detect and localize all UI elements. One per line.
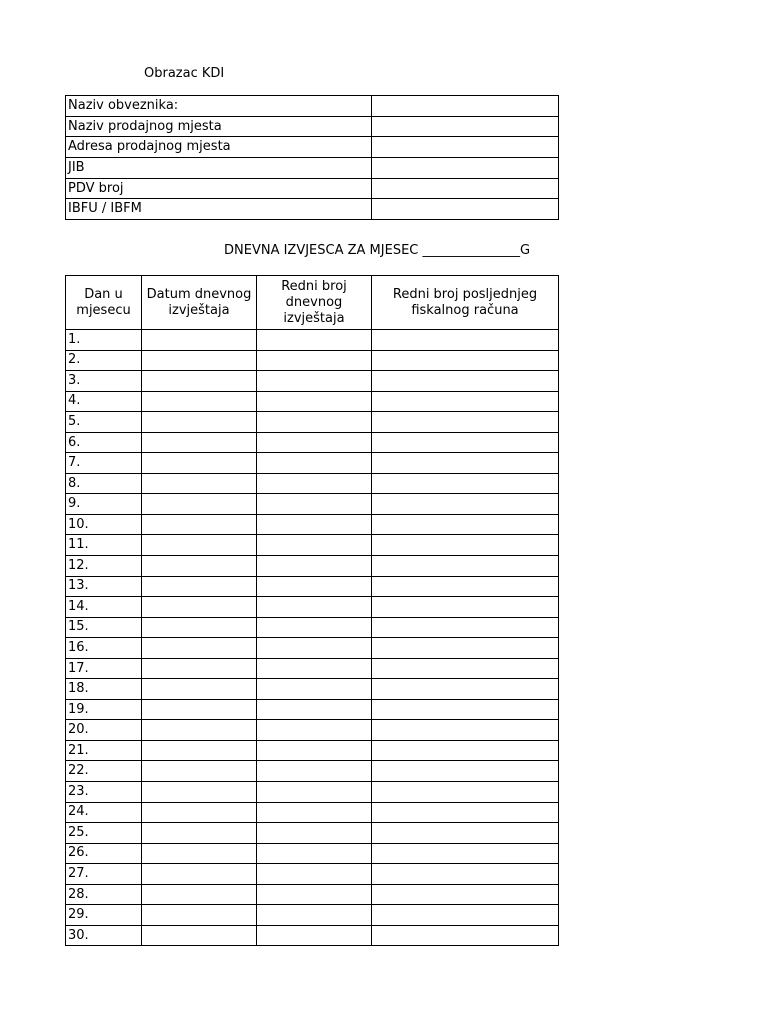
day-number: 24. [66, 802, 142, 823]
report-date-cell[interactable] [142, 371, 257, 392]
report-number-cell[interactable] [257, 597, 372, 618]
table-row [66, 658, 559, 679]
report-number-cell[interactable] [257, 740, 372, 761]
day-number: 10. [66, 514, 142, 535]
day-number: 28. [66, 884, 142, 905]
report-number-cell[interactable] [257, 432, 372, 453]
info-label: Naziv prodajnog mjesta [66, 116, 372, 137]
last-receipt-number-cell[interactable] [372, 761, 559, 782]
day-number: 16. [66, 638, 142, 659]
report-date-cell[interactable] [142, 658, 257, 679]
day-number: 12. [66, 556, 142, 577]
header-report-date: Datum dnevnog izvještaja [142, 276, 257, 330]
report-number-cell[interactable] [257, 473, 372, 494]
last-receipt-number-cell[interactable] [372, 679, 559, 700]
report-number-cell[interactable] [257, 699, 372, 720]
info-value-field[interactable] [372, 137, 559, 158]
last-receipt-number-cell[interactable] [372, 720, 559, 741]
report-date-cell[interactable] [142, 494, 257, 515]
last-receipt-number-cell[interactable] [372, 576, 559, 597]
day-number: 22. [66, 761, 142, 782]
report-date-cell[interactable] [142, 843, 257, 864]
day-number: 7. [66, 453, 142, 474]
report-date-cell[interactable] [142, 782, 257, 803]
report-number-cell[interactable] [257, 638, 372, 659]
last-receipt-number-cell[interactable] [372, 371, 559, 392]
report-number-cell[interactable] [257, 371, 372, 392]
last-receipt-number-cell[interactable] [372, 473, 559, 494]
table-row [66, 556, 559, 577]
day-number: 23. [66, 782, 142, 803]
report-number-cell[interactable] [257, 350, 372, 371]
day-number: 8. [66, 473, 142, 494]
info-row [66, 158, 559, 179]
last-receipt-number-cell[interactable] [372, 391, 559, 412]
header-last-receipt-number: Redni broj posljednjeg fiskalnog računa [372, 276, 559, 330]
last-receipt-number-cell[interactable] [372, 782, 559, 803]
table-row [66, 802, 559, 823]
last-receipt-number-cell[interactable] [372, 802, 559, 823]
table-row [66, 884, 559, 905]
table-row [66, 761, 559, 782]
report-number-cell[interactable] [257, 782, 372, 803]
report-date-cell[interactable] [142, 597, 257, 618]
table-row [66, 494, 559, 515]
info-label: IBFU / IBFM [66, 199, 372, 220]
report-date-cell[interactable] [142, 905, 257, 926]
table-header-row [66, 276, 559, 330]
report-number-cell[interactable] [257, 453, 372, 474]
last-receipt-number-cell[interactable] [372, 699, 559, 720]
taxpayer-info-table [65, 95, 559, 220]
day-number: 5. [66, 412, 142, 433]
report-number-cell[interactable] [257, 576, 372, 597]
table-row [66, 638, 559, 659]
last-receipt-number-cell[interactable] [372, 638, 559, 659]
last-receipt-number-cell[interactable] [372, 843, 559, 864]
table-row [66, 514, 559, 535]
table-row [66, 864, 559, 885]
day-number: 21. [66, 740, 142, 761]
report-date-cell[interactable] [142, 556, 257, 577]
table-row [66, 782, 559, 803]
day-number: 4. [66, 391, 142, 412]
report-date-cell[interactable] [142, 720, 257, 741]
report-number-cell[interactable] [257, 925, 372, 946]
info-row [66, 96, 559, 117]
report-number-cell[interactable] [257, 823, 372, 844]
day-number: 17. [66, 658, 142, 679]
report-date-cell[interactable] [142, 391, 257, 412]
table-row [66, 330, 559, 351]
last-receipt-number-cell[interactable] [372, 494, 559, 515]
report-heading: DNEVNA IZVJEŠĆA ZA MJESEC _______________G [224, 243, 531, 258]
day-number: 3. [66, 371, 142, 392]
info-value-field[interactable] [372, 96, 559, 117]
report-date-cell[interactable] [142, 679, 257, 700]
report-number-cell[interactable] [257, 679, 372, 700]
report-number-cell[interactable] [257, 535, 372, 556]
table-row [66, 371, 559, 392]
report-number-cell[interactable] [257, 761, 372, 782]
table-row [66, 720, 559, 741]
day-number: 25. [66, 823, 142, 844]
last-receipt-number-cell[interactable] [372, 617, 559, 638]
report-date-cell[interactable] [142, 925, 257, 946]
last-receipt-number-cell[interactable] [372, 556, 559, 577]
last-receipt-number-cell[interactable] [372, 597, 559, 618]
table-row [66, 597, 559, 618]
table-row [66, 925, 559, 946]
report-date-cell[interactable] [142, 330, 257, 351]
table-row [66, 432, 559, 453]
day-number: 30. [66, 925, 142, 946]
last-receipt-number-cell[interactable] [372, 925, 559, 946]
report-date-cell[interactable] [142, 576, 257, 597]
report-date-cell[interactable] [142, 638, 257, 659]
form-title: Obrazac KDI [144, 66, 225, 81]
table-row [66, 535, 559, 556]
report-number-cell[interactable] [257, 884, 372, 905]
info-label: Naziv obveznika: [66, 96, 372, 117]
table-row [66, 473, 559, 494]
info-row [66, 116, 559, 137]
report-date-cell[interactable] [142, 473, 257, 494]
table-row [66, 699, 559, 720]
last-receipt-number-cell[interactable] [372, 453, 559, 474]
report-date-cell[interactable] [142, 412, 257, 433]
report-date-cell[interactable] [142, 535, 257, 556]
header-report-number: Redni broj dnevnog izvještaja [257, 276, 372, 330]
header-day: Dan u mjesecu [66, 276, 142, 330]
table-row [66, 905, 559, 926]
day-number: 19. [66, 699, 142, 720]
info-row [66, 178, 559, 199]
report-number-cell[interactable] [257, 556, 372, 577]
table-row [66, 843, 559, 864]
report-date-cell[interactable] [142, 802, 257, 823]
table-row [66, 576, 559, 597]
report-date-cell[interactable] [142, 823, 257, 844]
last-receipt-number-cell[interactable] [372, 884, 559, 905]
day-number: 6. [66, 432, 142, 453]
last-receipt-number-cell[interactable] [372, 514, 559, 535]
day-number: 18. [66, 679, 142, 700]
last-receipt-number-cell[interactable] [372, 350, 559, 371]
table-row [66, 617, 559, 638]
day-number: 15. [66, 617, 142, 638]
table-row [66, 679, 559, 700]
report-date-cell[interactable] [142, 432, 257, 453]
last-receipt-number-cell[interactable] [372, 823, 559, 844]
info-value-field[interactable] [372, 158, 559, 179]
report-number-cell[interactable] [257, 720, 372, 741]
report-number-cell[interactable] [257, 412, 372, 433]
report-number-cell[interactable] [257, 514, 372, 535]
day-number: 14. [66, 597, 142, 618]
info-label: PDV broj [66, 178, 372, 199]
report-date-cell[interactable] [142, 699, 257, 720]
last-receipt-number-cell[interactable] [372, 412, 559, 433]
report-number-cell[interactable] [257, 802, 372, 823]
info-label: JIB [66, 158, 372, 179]
day-number: 13. [66, 576, 142, 597]
day-number: 29. [66, 905, 142, 926]
info-row [66, 137, 559, 158]
report-date-cell[interactable] [142, 864, 257, 885]
report-date-cell[interactable] [142, 761, 257, 782]
info-row [66, 199, 559, 220]
table-row [66, 391, 559, 412]
report-number-cell[interactable] [257, 330, 372, 351]
report-date-cell[interactable] [142, 514, 257, 535]
report-date-cell[interactable] [142, 740, 257, 761]
report-date-cell[interactable] [142, 617, 257, 638]
report-date-cell[interactable] [142, 350, 257, 371]
last-receipt-number-cell[interactable] [372, 864, 559, 885]
report-date-cell[interactable] [142, 884, 257, 905]
last-receipt-number-cell[interactable] [372, 432, 559, 453]
last-receipt-number-cell[interactable] [372, 905, 559, 926]
day-number: 2. [66, 350, 142, 371]
info-value-field[interactable] [372, 199, 559, 220]
report-number-cell[interactable] [257, 617, 372, 638]
daily-reports-table [65, 275, 559, 946]
report-number-cell[interactable] [257, 494, 372, 515]
report-number-cell[interactable] [257, 391, 372, 412]
day-number: 20. [66, 720, 142, 741]
day-number: 1. [66, 330, 142, 351]
table-row [66, 823, 559, 844]
report-number-cell[interactable] [257, 843, 372, 864]
report-number-cell[interactable] [257, 658, 372, 679]
table-row [66, 412, 559, 433]
day-number: 27. [66, 864, 142, 885]
table-row [66, 453, 559, 474]
day-number: 9. [66, 494, 142, 515]
day-number: 11. [66, 535, 142, 556]
last-receipt-number-cell[interactable] [372, 740, 559, 761]
table-row [66, 740, 559, 761]
table-row [66, 350, 559, 371]
info-label: Adresa prodajnog mjesta [66, 137, 372, 158]
info-value-field[interactable] [372, 178, 559, 199]
day-number: 26. [66, 843, 142, 864]
last-receipt-number-cell[interactable] [372, 535, 559, 556]
report-number-cell[interactable] [257, 905, 372, 926]
last-receipt-number-cell[interactable] [372, 330, 559, 351]
report-number-cell[interactable] [257, 864, 372, 885]
info-value-field[interactable] [372, 116, 559, 137]
last-receipt-number-cell[interactable] [372, 658, 559, 679]
report-date-cell[interactable] [142, 453, 257, 474]
